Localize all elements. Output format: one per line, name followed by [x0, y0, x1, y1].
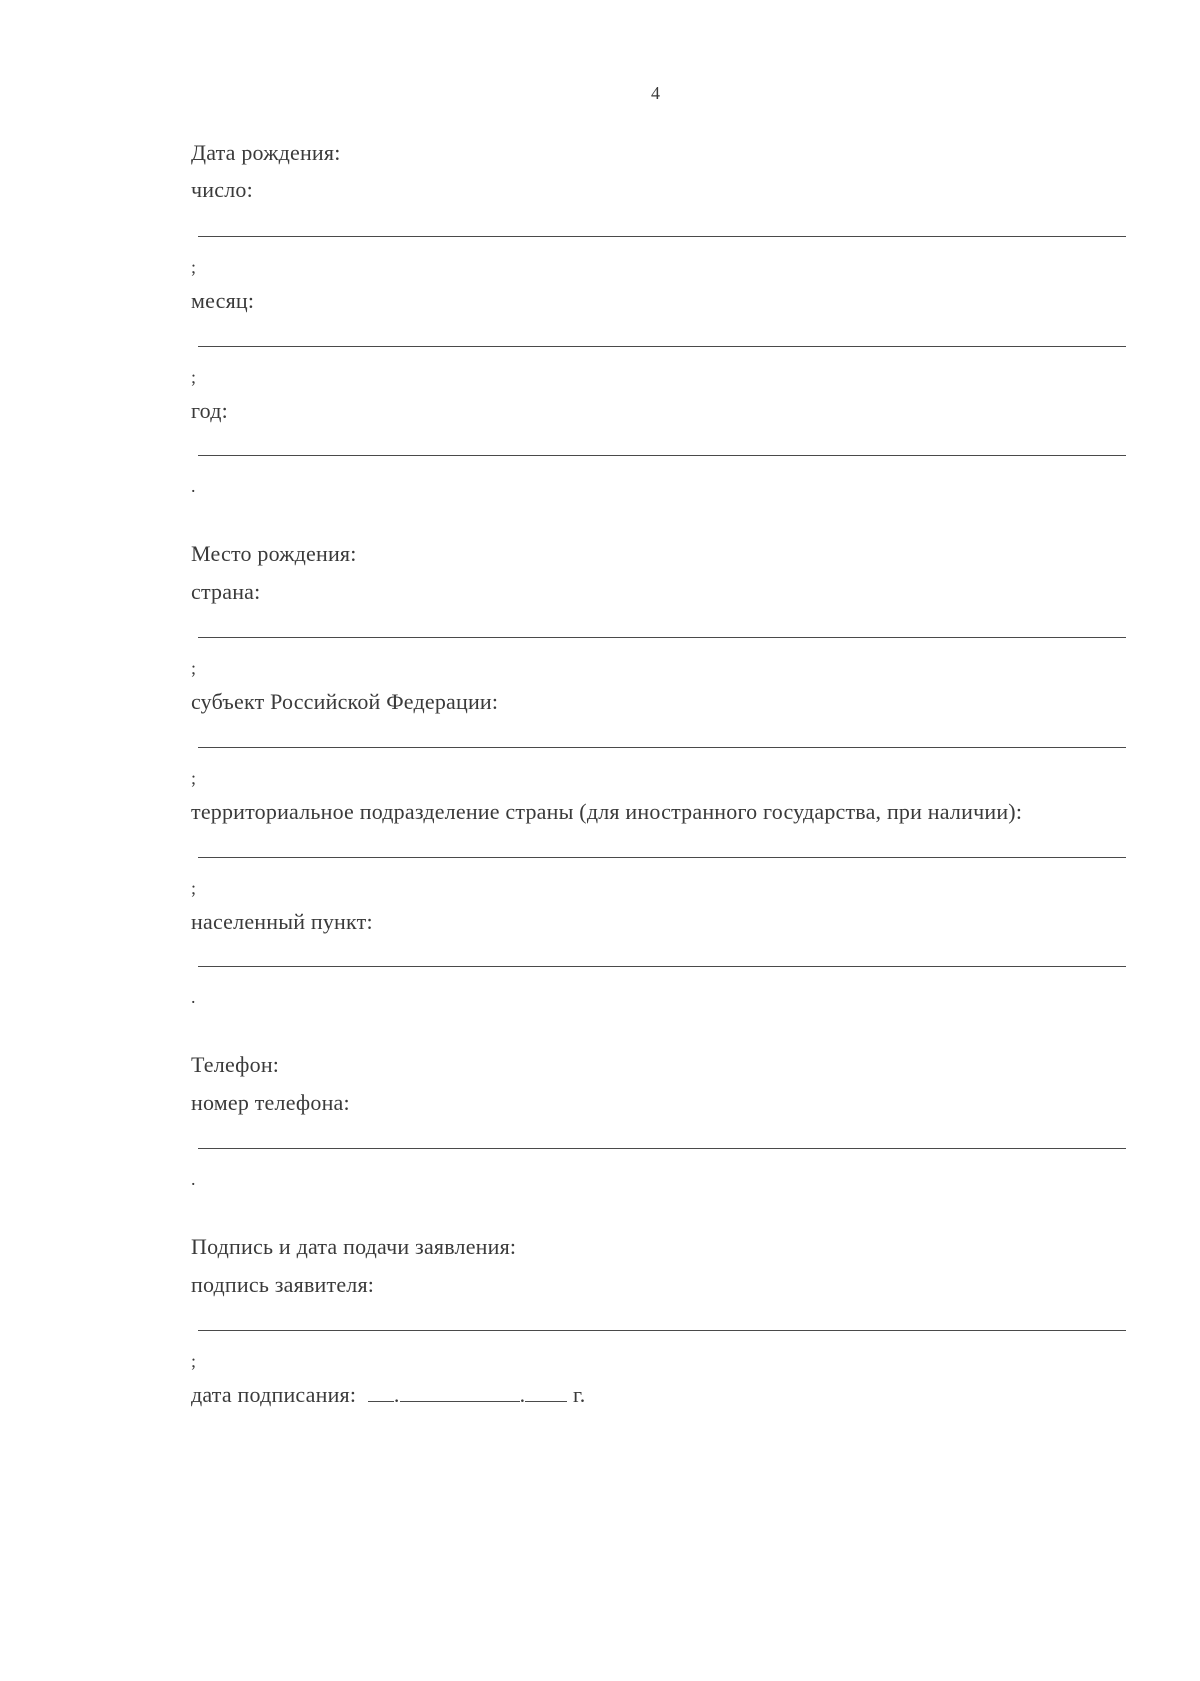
- signature-line[interactable]: [198, 1330, 1126, 1331]
- signing-date-month-blank[interactable]: [400, 1383, 520, 1402]
- birth-subdivision-line[interactable]: [198, 857, 1126, 858]
- signing-date-separator-1: .: [393, 1382, 400, 1407]
- birth-year-end: .: [191, 476, 196, 496]
- birth-year-line[interactable]: [198, 455, 1126, 456]
- signature-heading: Подпись и дата подачи заявления:: [191, 1234, 517, 1259]
- phone-number-line[interactable]: [198, 1148, 1126, 1149]
- signing-date-label: дата подписания:: [191, 1382, 357, 1407]
- birth-month-end: ;: [191, 367, 197, 387]
- birth-region-label: субъект Российской Федерации:: [191, 689, 499, 714]
- birth-year-label: год:: [191, 398, 228, 423]
- birth-region-line[interactable]: [198, 747, 1126, 748]
- signing-date-day-blank[interactable]: [368, 1383, 394, 1402]
- signing-date-separator-2: .: [519, 1382, 526, 1407]
- birth-date-heading: Дата рождения:: [191, 140, 341, 165]
- birth-subdivision-end: ;: [191, 878, 197, 898]
- birth-place-heading: Место рождения:: [191, 541, 357, 566]
- birth-month-label: месяц:: [191, 288, 255, 313]
- signing-date-year-blank[interactable]: [525, 1383, 567, 1402]
- signature-label: подпись заявителя:: [191, 1272, 375, 1297]
- phone-number-label: номер телефона:: [191, 1090, 350, 1115]
- birth-locality-label: населенный пункт:: [191, 909, 373, 934]
- birth-country-line[interactable]: [198, 637, 1126, 638]
- birth-day-line[interactable]: [198, 236, 1126, 237]
- signature-end: ;: [191, 1351, 197, 1371]
- phone-number-end: .: [191, 1169, 196, 1189]
- birth-month-line[interactable]: [198, 346, 1126, 347]
- birth-country-label: страна:: [191, 579, 261, 604]
- birth-day-end: ;: [191, 257, 197, 277]
- signing-date-row: [191, 1382, 585, 1408]
- birth-locality-line[interactable]: [198, 966, 1126, 967]
- phone-heading: Телефон:: [191, 1052, 280, 1077]
- birth-subdivision-label: территориальное подразделение страны (для иностранного государства, при наличии):: [191, 799, 1023, 824]
- birth-locality-end: .: [191, 987, 196, 1007]
- page-number: 4: [651, 83, 660, 103]
- signing-date-suffix: г.: [573, 1382, 586, 1407]
- birth-day-label: число:: [191, 177, 253, 202]
- birth-country-end: ;: [191, 658, 197, 678]
- birth-region-end: ;: [191, 768, 197, 788]
